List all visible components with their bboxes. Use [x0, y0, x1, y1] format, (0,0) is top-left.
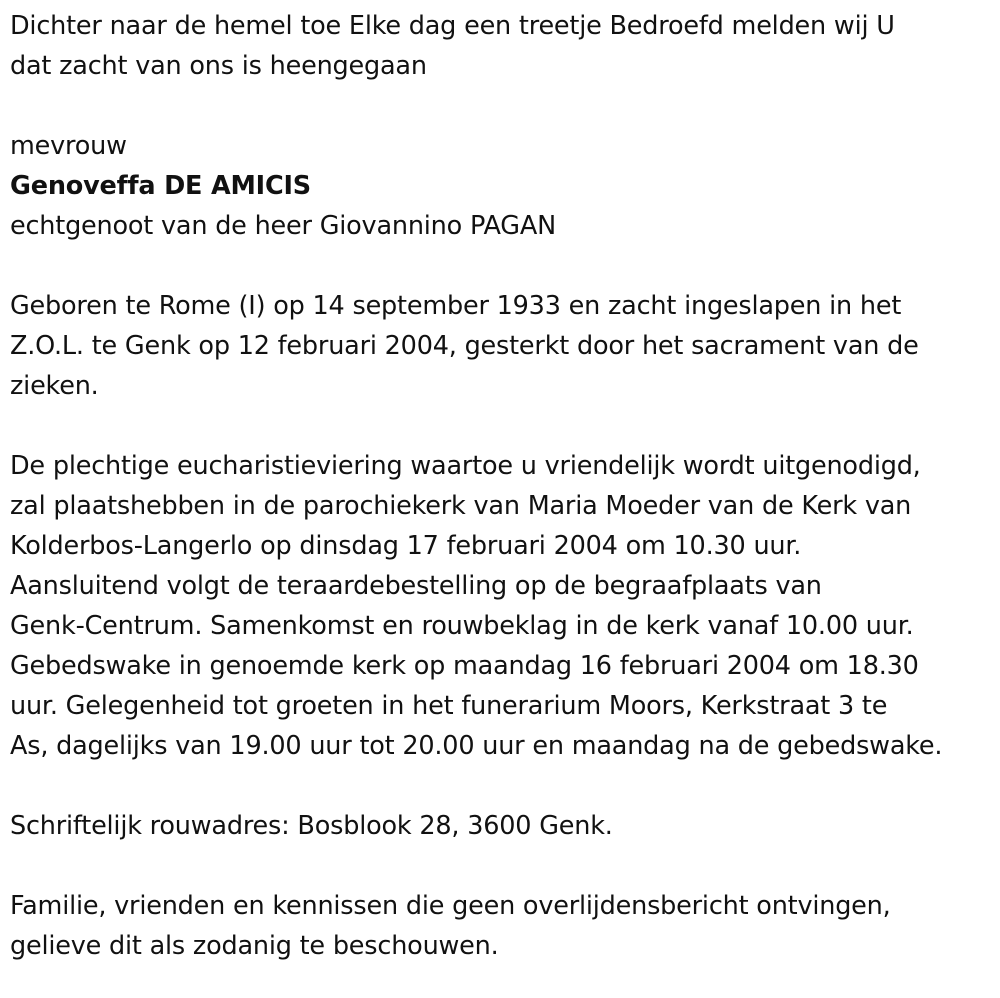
deceased-name: Genoveffa DE AMICIS [10, 171, 311, 201]
birth-death-line: Geboren te Rome (I) op 14 september 1933 en zacht ingeslapen in het [10, 291, 902, 321]
intro-line: Dichter naar de hemel toe Elke dag een treetje Bedroefd melden wij U [10, 11, 895, 41]
mourning-address: Schriftelijk rouwadres: Bosblook 28, 3600 Genk. [10, 811, 613, 841]
honorific: mevrouw [10, 131, 127, 161]
ceremony-line: Aansluitend volgt de teraardebestelling op de begraafplaats van [10, 571, 822, 601]
closing-line: gelieve dit als zodanig te beschouwen. [10, 931, 499, 961]
ceremony-line: Gebedswake in genoemde kerk op maandag 16 februari 2004 om 18.30 [10, 651, 919, 681]
intro-line: dat zacht van ons is heengegaan [10, 51, 427, 81]
spacer [10, 766, 1000, 806]
ceremony-line: Genk-Centrum. Samenkomst en rouwbeklag in de kerk vanaf 10.00 uur. [10, 611, 914, 641]
spacer [10, 406, 1000, 446]
ceremony-line: As, dagelijks van 19.00 uur tot 20.00 uur en maandag na de gebedswake. [10, 731, 943, 761]
spacer [10, 86, 1000, 126]
ceremony-line: uur. Gelegenheid tot groeten in het funerarium Moors, Kerkstraat 3 te [10, 691, 888, 721]
spacer [10, 846, 1000, 886]
spacer [10, 246, 1000, 286]
birth-death-line: Z.O.L. te Genk op 12 februari 2004, gesterkt door het sacrament van de [10, 331, 919, 361]
ceremony-line: zal plaatshebben in de parochiekerk van Maria Moeder van de Kerk van [10, 491, 912, 521]
ceremony-line: Kolderbos-Langerlo op dinsdag 17 februari 2004 om 10.30 uur. [10, 531, 802, 561]
ceremony-line: De plechtige eucharistieviering waartoe u vriendelijk wordt uitgenodigd, [10, 451, 921, 481]
spouse-line: echtgenoot van de heer Giovannino PAGAN [10, 211, 556, 241]
closing-line: Familie, vrienden en kennissen die geen overlijdensbericht ontvingen, [10, 891, 891, 921]
birth-death-line: zieken. [10, 371, 99, 401]
